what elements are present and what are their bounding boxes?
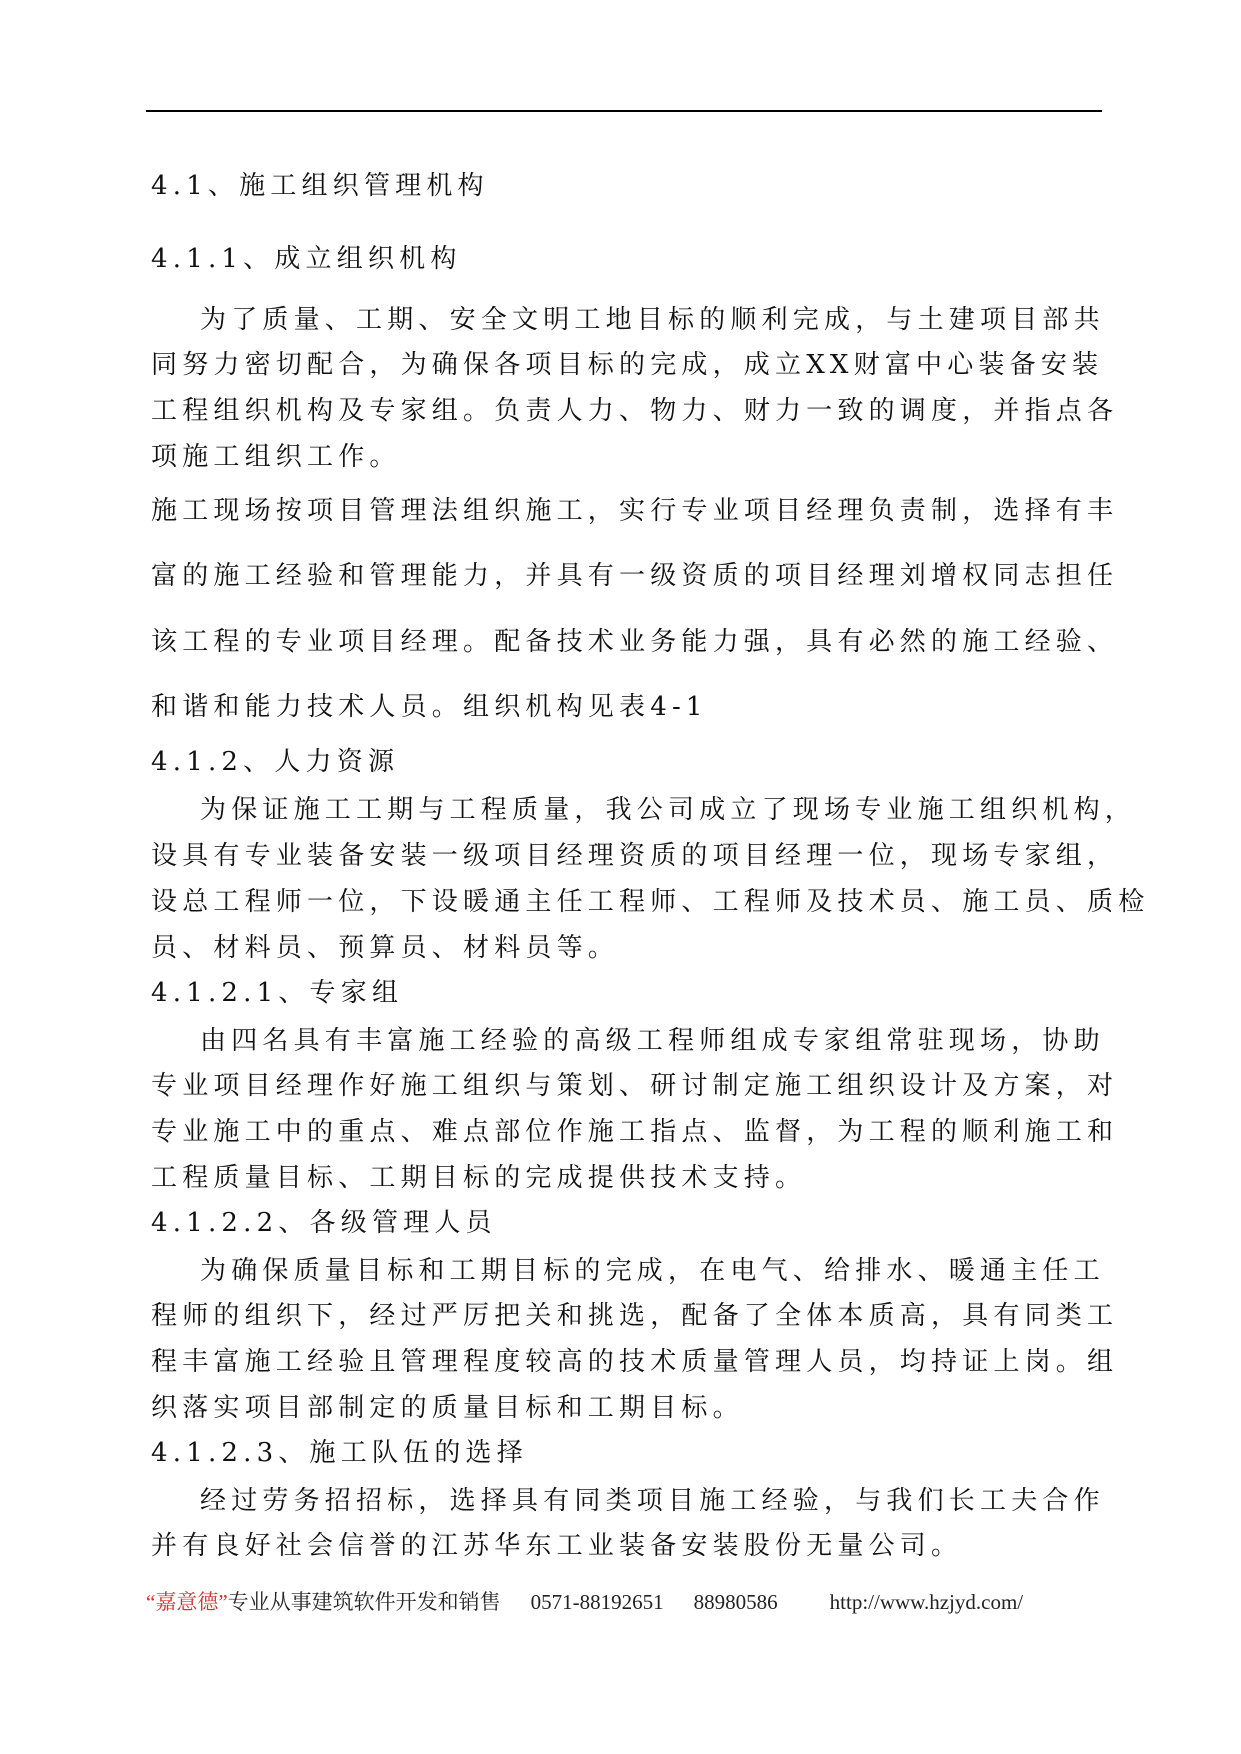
paragraph-line: 施工现场按项目管理法组织施工，实行专业项目经理负责制，选择有丰: [151, 496, 1119, 526]
paragraph-line: 设总工程师一位，下设暖通主任工程师、工程师及技术员、施工员、质检: [151, 887, 1150, 917]
paragraph-line: 为确保质量目标和工期目标的完成，在电气、给排水、暖通主任工: [200, 1256, 1105, 1286]
paragraph-line: 项施工组织工作。: [151, 442, 401, 472]
paragraph-line: 由四名具有丰富施工经验的高级工程师组成专家组常驻现场，协助: [200, 1026, 1105, 1056]
paragraph-line: 并有良好社会信誉的江苏华东工业装备安装股份无量公司。: [151, 1531, 963, 1561]
page-footer: [146, 1589, 1023, 1615]
paragraph-line: 设具有专业装备安装一级项目经理资质的项目经理一位，现场专家组，: [151, 841, 1119, 871]
paragraph-line: 织落实项目部制定的质量目标和工期目标。: [151, 1393, 744, 1423]
subsection-heading: 4.1.2、人力资源: [151, 747, 400, 777]
subsection-heading: 4.1.1、成立组织机构: [151, 244, 462, 274]
footer-brand: “嘉意德”: [146, 1590, 228, 1614]
paragraph-line: 工程质量目标、工期目标的完成提供技术支持。: [151, 1163, 807, 1193]
paragraph-line: 为保证施工工期与工程质量，我公司成立了现场专业施工组织机构，: [200, 795, 1137, 825]
paragraph-line: 工程组织机构及专家组。负责人力、物力、财力一致的调度，并指点各: [151, 396, 1119, 426]
footer-url[interactable]: http://www.hzjyd.com/: [829, 1590, 1024, 1614]
paragraph-line: 专业项目经理作好施工组织与策划、研讨制定施工组织设计及方案，对: [151, 1071, 1119, 1101]
paragraph-line: 和谐和能力技术人员。组织机构见表4-1: [151, 692, 708, 722]
paragraph-line: 该工程的专业项目经理。配备技术业务能力强，具有必然的施工经验、: [151, 627, 1119, 657]
footer-slogan: 专业从事建筑软件开发和销售: [227, 1590, 501, 1614]
paragraph-line: 经过劳务招招标，选择具有同类项目施工经验，与我们长工夫合作: [200, 1486, 1105, 1516]
subsection-heading: 4.1.2.2、各级管理人员: [151, 1208, 497, 1238]
subsection-heading: 4.1.2.3、施工队伍的选择: [151, 1438, 528, 1468]
footer-phone-2: 88980586: [693, 1590, 778, 1614]
paragraph-line: 程丰富施工经验且管理程度较高的技术质量管理人员，均持证上岗。组: [151, 1347, 1119, 1377]
paragraph-line: 员、材料员、预算员、材料员等。: [151, 933, 620, 963]
paragraph-line: 为了质量、工期、安全文明工地目标的顺利完成，与土建项目部共: [200, 305, 1105, 335]
paragraph-line: 富的施工经验和管理能力，并具有一级资质的项目经理刘增权同志担任: [151, 561, 1119, 591]
section-heading: 4.1、施工组织管理机构: [151, 171, 489, 201]
header-rule: [146, 110, 1102, 112]
subsection-heading: 4.1.2.1、专家组: [151, 978, 404, 1008]
paragraph-line: 同努力密切配合，为确保各项目标的完成，成立XX财富中心装备安装: [151, 350, 1104, 380]
paragraph-line: 专业施工中的重点、难点部位作施工指点、监督，为工程的顺利施工和: [151, 1117, 1119, 1147]
paragraph-line: 程师的组织下，经过严厉把关和挑选，配备了全体本质高，具有同类工: [151, 1301, 1119, 1331]
footer-phone-1: 0571-88192651: [530, 1590, 664, 1614]
